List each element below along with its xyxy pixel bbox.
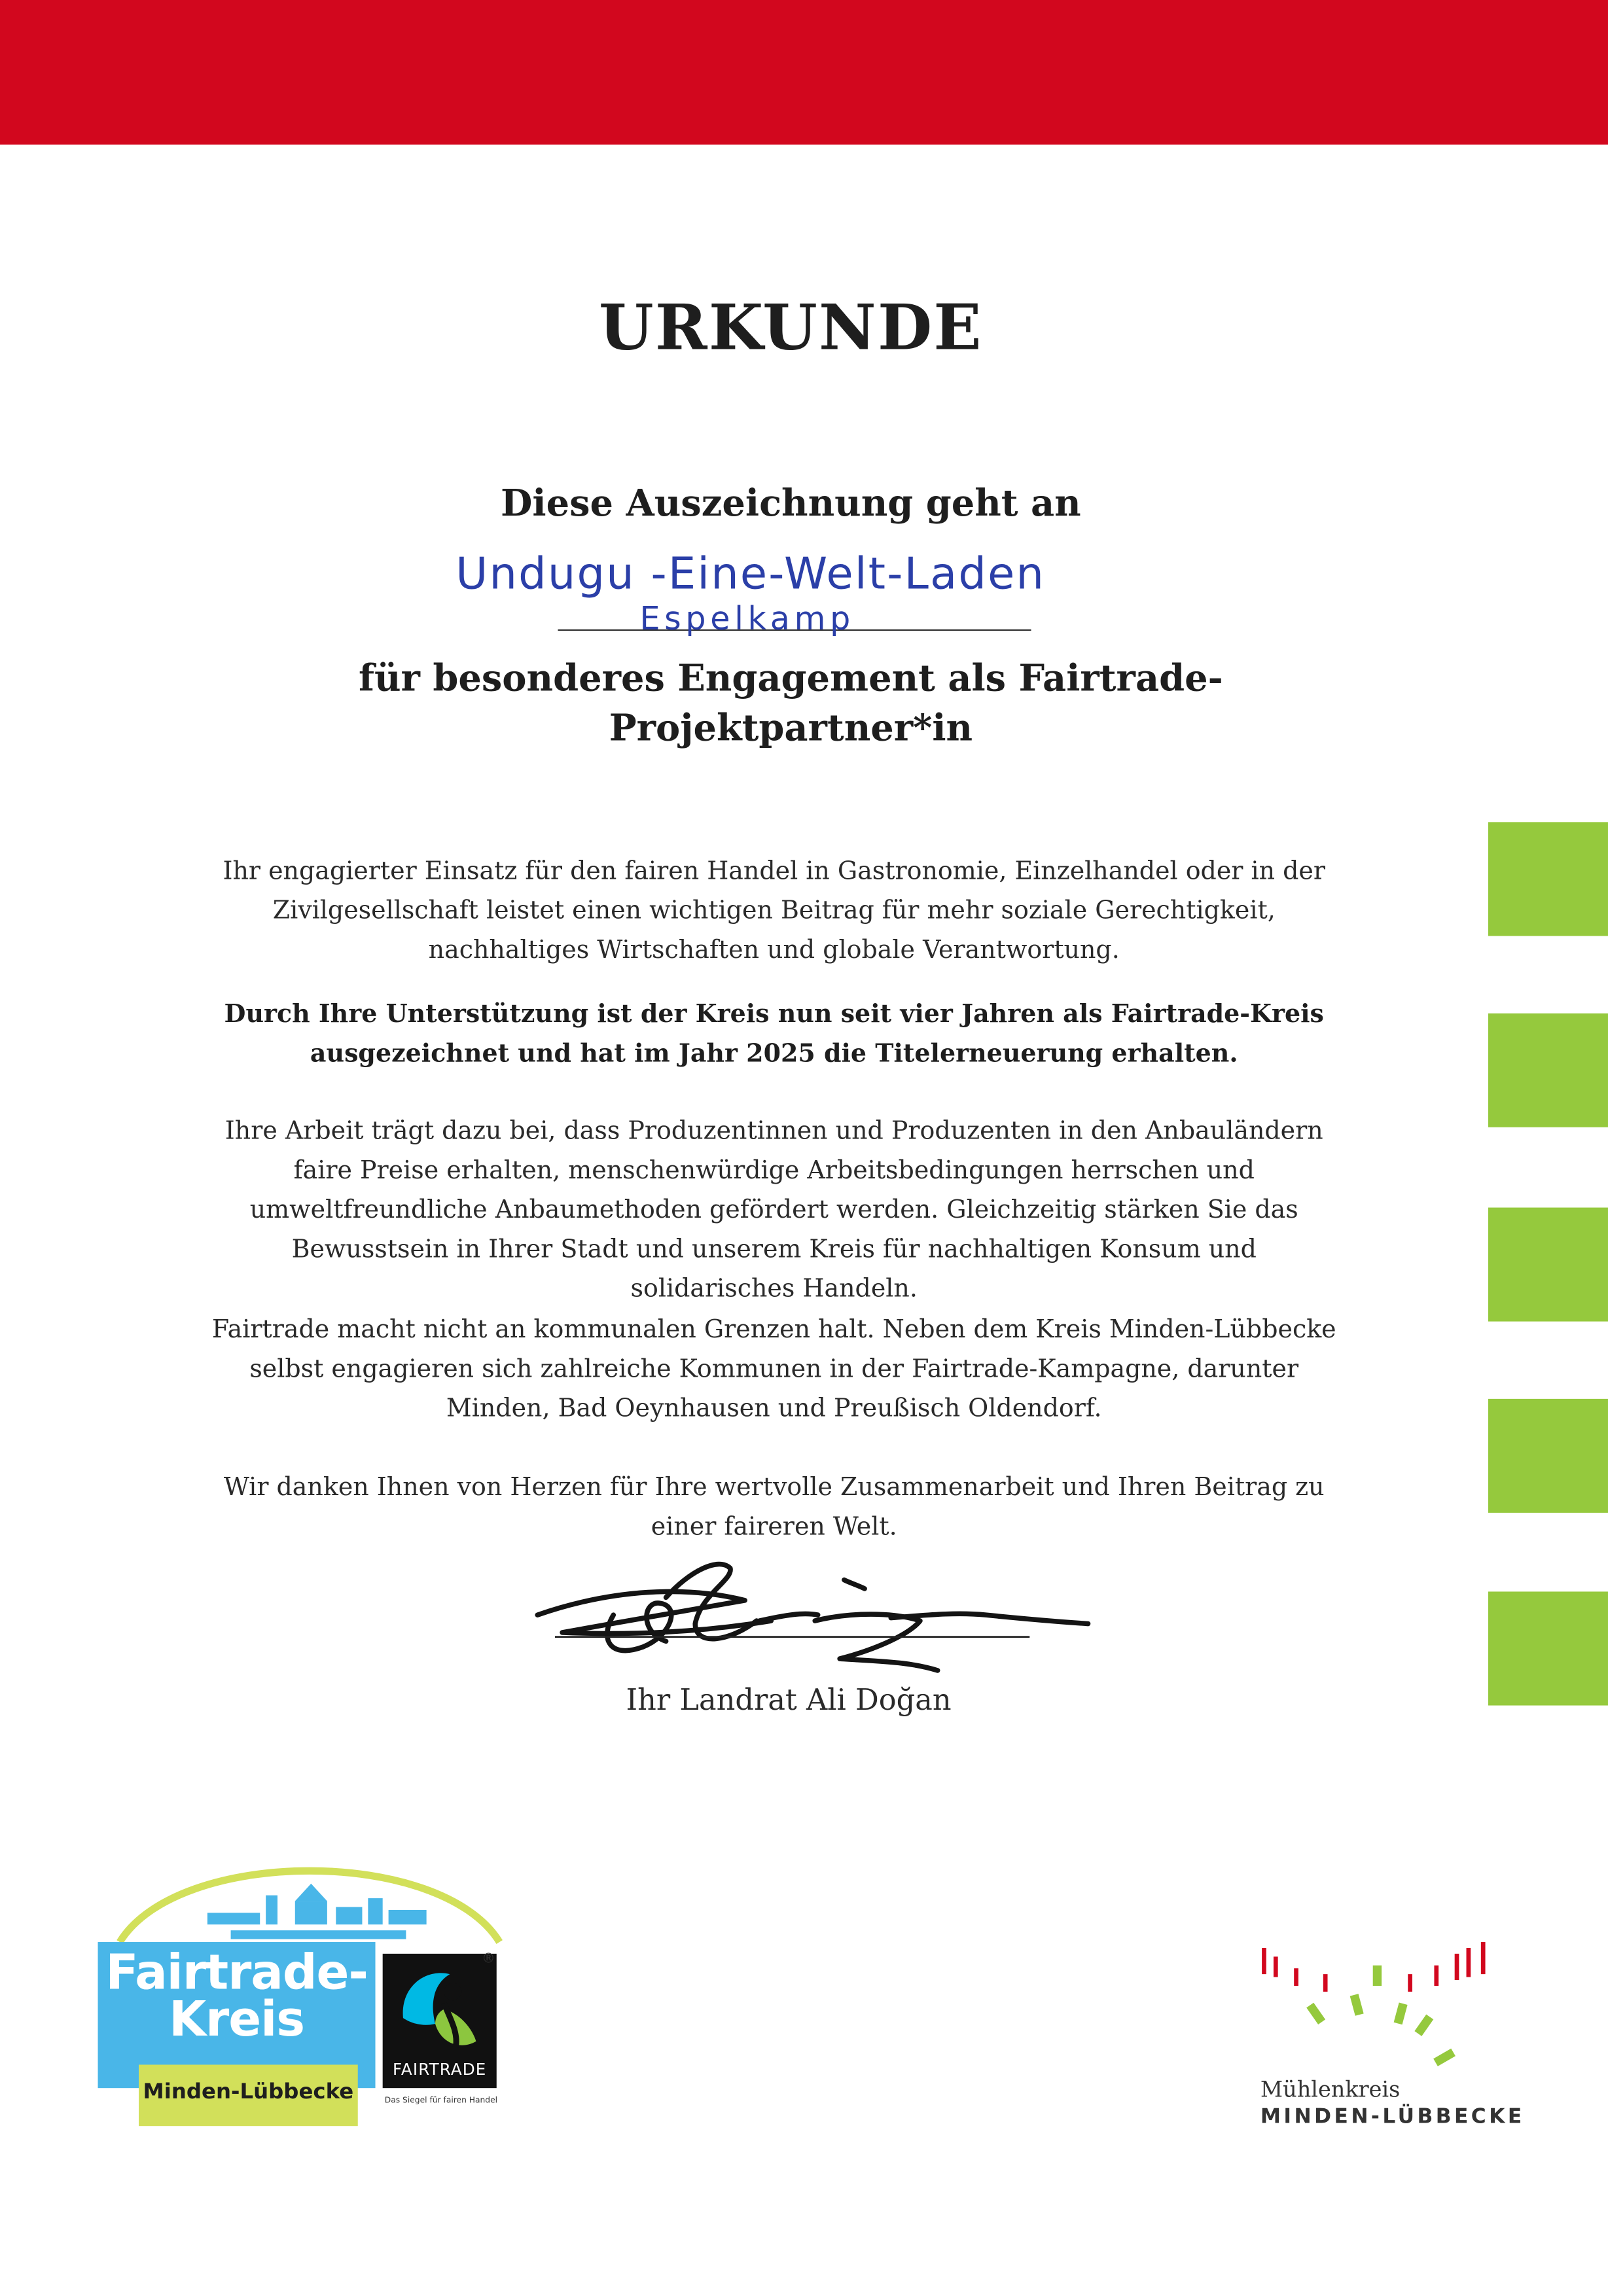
paragraph-engagement: Ihr engagierter Einsatz für den fairen Handel in Gastronomie, Einzelhandel oder in der Zivilgesellschaft leistet einen wichtigen Beitrag für mehr soziale Gerechtigkeit, nachhaltiges Wirtschaften und globale Verantwortung.: [223, 857, 1325, 966]
paragraph-municipalities: Fairtrade macht nicht an kommunalen Grenzen halt. Neben dem Kreis Minden-Lübbecke selbst engagieren sich zahlreiche Kommunen in der Fairtrade-Kampagne, darunter Minden, Bad Oeynhausen und Preußisch Oldendorf.: [211, 1315, 1336, 1424]
skyline-icon: [90, 1810, 528, 1956]
side-green-block: [1488, 1208, 1608, 1322]
fairtrade-mark-tagline: Das Siegel für fairen Handel: [384, 2096, 498, 2106]
fairtrade-kreis-line1: Fairtrade-: [105, 1943, 368, 2001]
signature-icon: [526, 1545, 1095, 1679]
award-intro: Diese Auszeichnung geht an: [501, 482, 1081, 525]
fairtrade-kreis-wordmark: [98, 1943, 376, 2047]
side-green-block: [1488, 1014, 1608, 1127]
certificate-title: URKUNDE: [598, 292, 983, 365]
signatory-name: Ihr Landrat Ali Doğan: [626, 1682, 952, 1718]
top-red-band: [0, 0, 1608, 145]
award-reason-line1: für besonderes Engagement als Fairtrade-: [358, 657, 1223, 699]
fairtrade-kreis-region: Minden-Lübbecke: [143, 2081, 354, 2104]
recipient-name: Undugu -Eine-Welt-Laden: [456, 549, 1046, 601]
muehlenkreis-region: MINDEN-LÜBBECKE: [1260, 2105, 1525, 2129]
muehlenkreis-name: Mühlenkreis: [1260, 2076, 1401, 2103]
muehlenkreis-bars-icon: [1253, 1939, 1501, 2074]
paragraph-impact: Ihre Arbeit trägt dazu bei, dass Produzentinnen und Produzenten in den Anbauländern faire Preise erhalten, menschenwürdige Arbeitsbedingungen herrschen und umweltfreundliche Anbaumethoden gefördert werden. Gleichzeitig stärken Sie das Bewusstsein in Ihrer Stadt und unserem Kreis für nachhaltigen Konsum und solidarisches Handeln.: [224, 1117, 1323, 1304]
fairtrade-mark-label: FAIRTRADE: [392, 2060, 487, 2079]
fairtrade-registered-mark: ®: [482, 1952, 495, 1967]
side-green-block: [1488, 1591, 1608, 1705]
side-green-block: [1488, 822, 1608, 936]
recipient-city: Espelkamp: [639, 601, 855, 639]
paragraph-thanks: Wir danken Ihnen von Herzen für Ihre wertvolle Zusammenarbeit und Ihren Beitrag zu einer faireren Welt.: [223, 1473, 1325, 1542]
award-reason-line2: Projektpartner*in: [609, 707, 973, 749]
paragraph-title-renewal: Durch Ihre Unterstützung ist der Kreis nun seit vier Jahren als Fairtrade-Kreis ausgezeichnet und hat im Jahr 2025 die Titelerneuerung erhalten.: [224, 1000, 1324, 1069]
side-green-block: [1488, 1399, 1608, 1513]
fairtrade-kreis-line2: Kreis: [169, 1990, 304, 2047]
fairtrade-mark-icon: [391, 1960, 488, 2056]
